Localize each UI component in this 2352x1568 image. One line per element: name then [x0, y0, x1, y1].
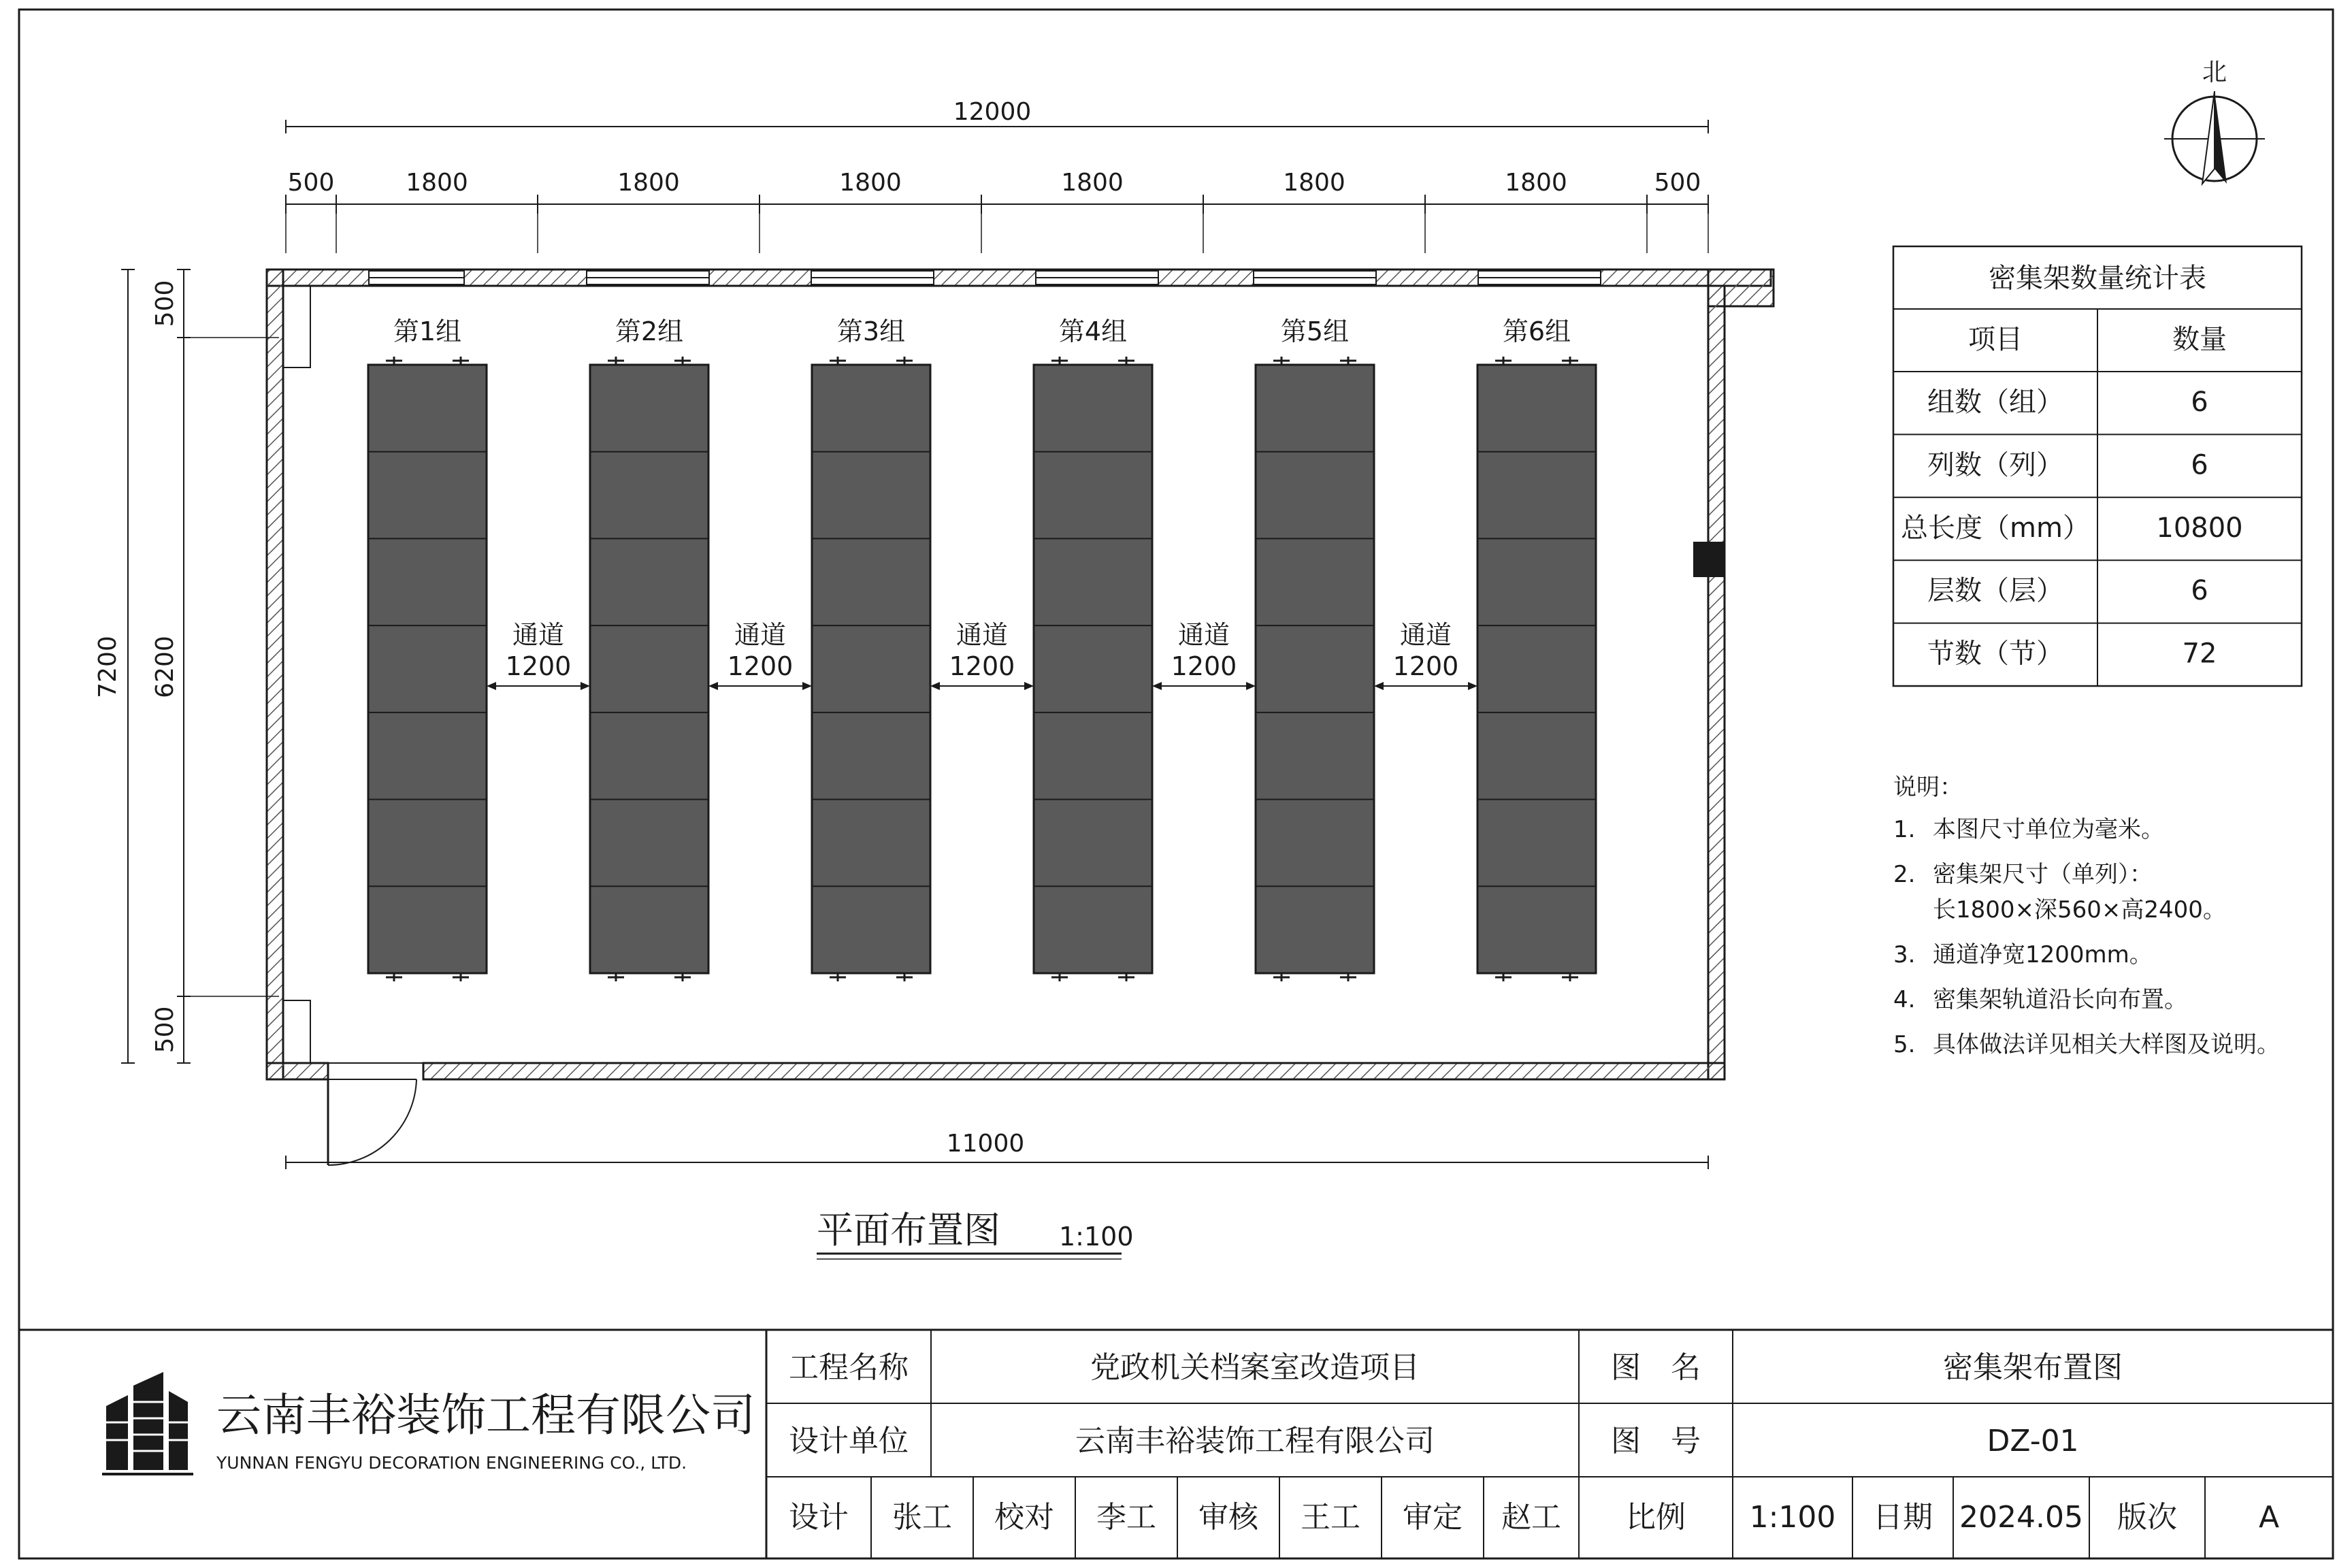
group-label: 第1组 — [393, 316, 462, 346]
top-segment-dimension: 1800 — [617, 169, 680, 197]
sign-role: 设计 — [789, 1500, 849, 1535]
top-segment-dimension: 1800 — [1505, 169, 1567, 197]
group-label: 第6组 — [1502, 316, 1571, 346]
note-item — [1893, 861, 2226, 924]
note-number: 3. — [1893, 941, 1916, 968]
note-text: 密集架尺寸（单列）： — [1933, 861, 2153, 888]
aisle-width: 1200 — [949, 651, 1015, 681]
note-item — [1893, 1031, 2280, 1058]
company-name-en: YUNNAN FENGYU DECORATION ENGINEERING CO., LTD. — [216, 1453, 687, 1473]
drawing-name-label: 图 名 — [1611, 1350, 1701, 1385]
stats-item: 层数（层） — [1927, 575, 2063, 607]
stats-header-item: 项目 — [1968, 324, 2023, 355]
stats-item: 总长度（mm） — [1901, 512, 2090, 544]
date-value: 2024.05 — [1959, 1500, 2083, 1535]
note-item — [1893, 986, 2187, 1013]
compass-north-icon — [2164, 59, 2265, 184]
project-name-value: 党政机关档案室改造项目 — [1090, 1350, 1420, 1385]
aisle-label: 通道 — [956, 620, 1009, 650]
aisle-width: 1200 — [727, 651, 794, 681]
sign-name: 张工 — [892, 1500, 952, 1535]
plan-scale: 1:100 — [1059, 1222, 1134, 1252]
sign-name: 李工 — [1096, 1500, 1156, 1535]
bottom-dimensions — [286, 1130, 1708, 1169]
top-segment-dimension: 500 — [287, 169, 335, 197]
shelving-group — [1034, 316, 1152, 981]
sign-role: 审核 — [1198, 1500, 1258, 1535]
notes-title: 说明： — [1893, 774, 1963, 801]
aisle-width: 1200 — [1171, 651, 1237, 681]
design-unit-value: 云南丰裕装饰工程有限公司 — [1075, 1424, 1435, 1458]
sign-role: 校对 — [994, 1500, 1054, 1535]
shelving-group — [590, 316, 708, 981]
stats-row — [1927, 638, 2217, 670]
aisle-label: 通道 — [512, 620, 565, 650]
note-number: 5. — [1893, 1031, 1916, 1058]
top-segment-dimension: 1800 — [839, 169, 902, 197]
stats-qty: 72 — [2182, 638, 2217, 670]
stats-qty: 6 — [2191, 387, 2208, 418]
left-segment-middle: 6200 — [151, 636, 179, 698]
aisle — [930, 620, 1034, 690]
left-segment-top: 500 — [151, 280, 179, 327]
drawing-number-value: DZ-01 — [1987, 1424, 2079, 1458]
door — [328, 1079, 416, 1165]
note-text: 密集架轨道沿长向布置。 — [1933, 986, 2187, 1013]
stats-qty: 10800 — [2156, 512, 2243, 544]
sign-name: 赵工 — [1501, 1500, 1561, 1535]
sheet-frame — [19, 10, 2333, 1558]
group-label: 第2组 — [615, 316, 684, 346]
note-text: 本图尺寸单位为毫米。 — [1933, 816, 2164, 843]
note-item — [1893, 816, 2164, 843]
floor-plan — [94, 98, 1774, 1259]
note-number: 4. — [1893, 986, 1916, 1013]
note-item — [1893, 941, 2153, 968]
sign-name: 王工 — [1301, 1500, 1360, 1535]
left-dimensions — [94, 270, 279, 1063]
stats-item: 列数（列） — [1927, 449, 2063, 481]
note-text: 具体做法详见相关大样图及说明。 — [1933, 1031, 2280, 1058]
aisle-label: 通道 — [734, 620, 787, 650]
note-text: 长1800×深560×高2400。 — [1933, 896, 2226, 924]
plan-title: 平面布置图 — [817, 1209, 1000, 1252]
stats-table — [1893, 246, 2302, 686]
version-value: A — [2258, 1500, 2280, 1535]
aisle-label: 通道 — [1177, 620, 1230, 650]
stats-header-qty: 数量 — [2172, 324, 2227, 355]
date-label: 日期 — [1873, 1500, 1933, 1535]
scale-value: 1:100 — [1749, 1500, 1836, 1535]
left-segment-bottom: 500 — [151, 1006, 179, 1054]
aisle — [1152, 620, 1256, 690]
left-total-dimension: 7200 — [94, 636, 122, 698]
notes — [1893, 774, 2280, 1058]
group-label: 第3组 — [836, 316, 906, 346]
version-label: 版次 — [2117, 1500, 2177, 1535]
group-label: 第5组 — [1280, 316, 1350, 346]
drawing-number-label: 图 号 — [1611, 1424, 1701, 1458]
shelving-group — [1477, 316, 1596, 981]
company-name-cn: 云南丰裕装饰工程有限公司 — [216, 1389, 755, 1441]
building-logo-icon — [102, 1372, 193, 1474]
aisle — [708, 620, 812, 690]
scale-label: 比例 — [1626, 1500, 1686, 1535]
stats-qty: 6 — [2191, 449, 2208, 481]
aisle-width: 1200 — [1392, 651, 1459, 681]
stats-item: 组数（组） — [1927, 387, 2063, 418]
aisle — [1374, 620, 1477, 690]
stats-table-title: 密集架数量统计表 — [1989, 263, 2206, 294]
title-block — [19, 1330, 2333, 1558]
top-dimensions — [286, 98, 1708, 253]
north-label: 北 — [2202, 59, 2227, 86]
stats-item: 节数（节） — [1927, 638, 2063, 670]
bottom-width-dimension: 11000 — [946, 1130, 1025, 1158]
stats-row — [1927, 449, 2208, 480]
electrical-box-icon — [1693, 542, 1725, 577]
top-segment-dimension: 1800 — [1061, 169, 1124, 197]
shelving-group — [812, 316, 930, 981]
stats-qty: 6 — [2191, 575, 2208, 607]
top-segment-dimension: 1800 — [1283, 169, 1345, 197]
note-number: 1. — [1893, 816, 1916, 843]
sign-role: 审定 — [1403, 1500, 1463, 1535]
total-width-dimension: 12000 — [953, 98, 1032, 126]
plan-title-block — [817, 1209, 1134, 1259]
aisle — [487, 620, 590, 690]
top-segment-dimension: 1800 — [406, 169, 468, 197]
shelving-group — [368, 316, 487, 981]
stats-row — [1927, 387, 2208, 418]
note-number: 2. — [1893, 861, 1916, 888]
aisle-width: 1200 — [505, 651, 572, 681]
note-text: 通道净宽1200mm。 — [1933, 941, 2153, 968]
top-segment-dimension: 500 — [1654, 169, 1701, 197]
design-unit-label: 设计单位 — [789, 1424, 909, 1458]
project-name-label: 工程名称 — [789, 1350, 909, 1385]
group-label: 第4组 — [1058, 316, 1128, 346]
stats-row — [1901, 512, 2243, 544]
aisle-label: 通道 — [1399, 620, 1452, 650]
shelving-group — [1256, 316, 1374, 981]
stats-row — [1927, 575, 2208, 606]
drawing-name-value: 密集架布置图 — [1943, 1350, 2123, 1385]
